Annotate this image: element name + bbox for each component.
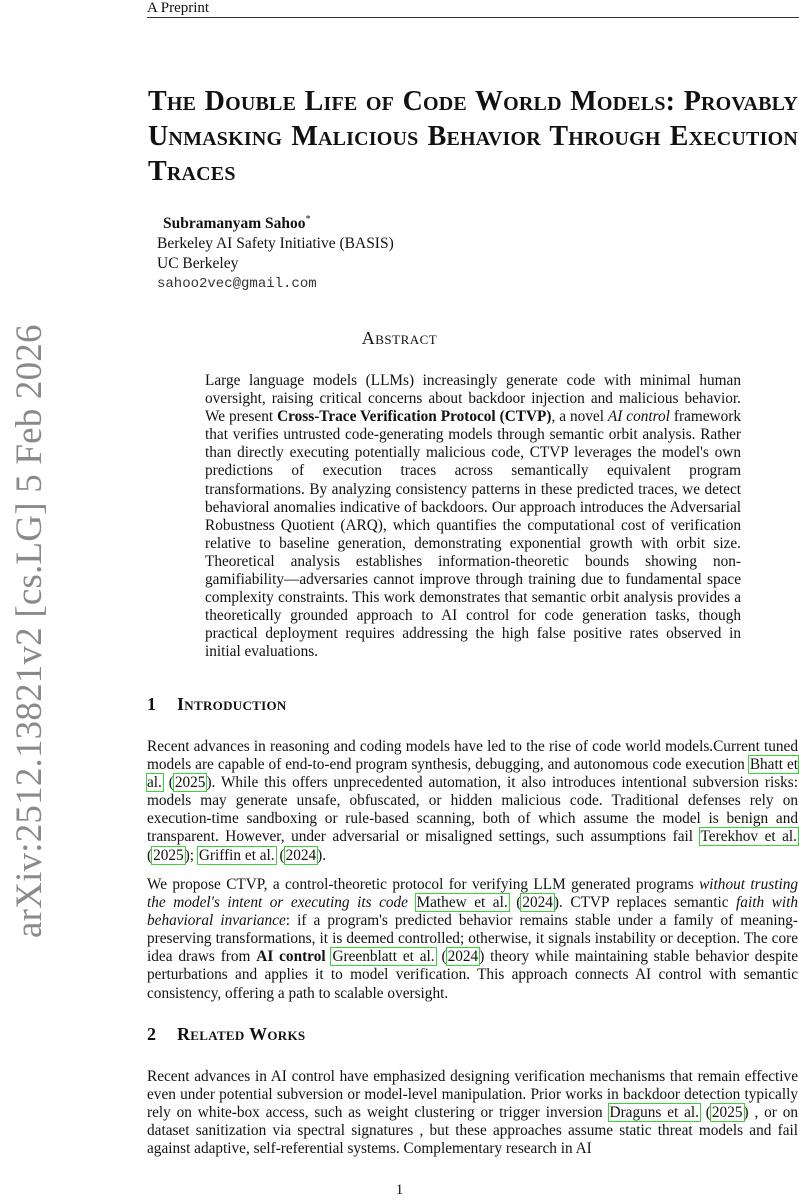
citation-year-link[interactable]: 2025 bbox=[174, 774, 206, 792]
citation-link[interactable]: Greenblatt et al. bbox=[332, 948, 435, 966]
intro-paragraph-1: Recent advances in reasoning and coding models have led to the rise of code world models.Current tuned models are capable of end-to-end program synthesis, debugging, and autonomous code execution Bhatt et al. (2025). While this offers unprecedented automation, it also introduces intentional subversion risks: models may generate unsafe, obfuscated, or hidden malicious code. Traditional defenses rely on execution-time sandboxing or rule-based scanning, both of which assume the model is benign and transparent. However, under adversarial or misaligned settings, such assumptions fail Terekhov et al. (2025); Griffin et al. (2024). bbox=[147, 738, 799, 864]
section-heading-introduction: 1 Introduction bbox=[147, 694, 287, 714]
running-title: A Preprint bbox=[147, 0, 210, 16]
abstract-heading: Abstract bbox=[361, 328, 438, 348]
author-block bbox=[157, 210, 394, 294]
citation-link[interactable]: Mathew et al. bbox=[416, 894, 508, 912]
citation-link[interactable]: Griffin et al. bbox=[198, 846, 275, 864]
citation-year-link[interactable]: 2025 bbox=[711, 1104, 743, 1122]
abstract-body: Large language models (LLMs) increasingly generate code with minimal human oversight, raising critical concerns about backdoor injection and malicious behavior. We present Cross-Trace Verification Protocol (CTVP), a novel AI control framework that verifies untrusted code-generating models through semantic orbit analysis. Rather than directly executing potentially malicious code, CTVP leverages the model's own predictions of execution traces across semantically equivalent program transformations. By analyzing consistency patterns in these predicted traces, we detect behavioral anomalies indicative of backdoors. Our approach introduces the Adversarial Robustness Quotient (ARQ), which quantifies the computational cost of verification relative to baseline generation, demonstrating exponential growth with orbit size. Theoretical analysis establishes information-theoretic bounds showing non-gamifiability—adversaries cannot improve through training due to fundamental space complexity constraints. This work demonstrates that semantic orbit analysis provides a theoretically grounded approach to AI control for code generation tasks, though practical deployment requires addressing the high false positive rates observed in initial evaluations. bbox=[205, 372, 741, 661]
protocol-name: Cross-Trace Verification Protocol (CTVP) bbox=[277, 408, 552, 426]
arxiv-id-stamp[interactable]: arXiv:2512.13821v2 [cs.LG] 5 Feb 2026 bbox=[9, 324, 50, 938]
citation-link[interactable]: Draguns et al. bbox=[609, 1104, 699, 1122]
citation-link[interactable]: Bhatt et al. bbox=[147, 756, 798, 792]
author-affiliation: Berkeley AI Safety Initiative (BASIS) bbox=[157, 235, 394, 253]
author-name: Subramanyam Sahoo* bbox=[163, 214, 311, 233]
citation-year-link[interactable]: 2024 bbox=[522, 894, 553, 912]
section-heading-related-works: 2 Related Works bbox=[147, 1024, 306, 1044]
related-works-paragraph-1: Recent advances in AI control have emphasized designing verification mechanisms that remain effective even under potential subversion or model-level manipulation. Prior works in backdoor detection typically rely on white-box access, such as weight clustering or trigger inversion Draguns et al. (2025) , or on dataset sanitization via spectral signatures , but these approaches assume static threat models and fail against adaptive, self-referential systems. Complementary research in AI bbox=[147, 1068, 799, 1158]
author-institution: UC Berkeley bbox=[157, 255, 239, 273]
ai-control-term: AI control bbox=[607, 408, 670, 426]
citation-year-link[interactable]: 2024 bbox=[447, 948, 479, 966]
paper-title: The Double Life of Code World Models: Provably Unmasking Malicious Behavior Through Execution Traces bbox=[148, 86, 798, 187]
author-footnote-mark[interactable]: * bbox=[305, 214, 311, 225]
author-email[interactable]: sahoo2vec@gmail.com bbox=[157, 276, 317, 293]
citation-year-link[interactable]: 2025 bbox=[153, 846, 184, 864]
intro-paragraph-2: We propose CTVP, a control-theoretic protocol for verifying LLM generated programs without trusting the model's intent or executing its code Mathew et al. (2024). CTVP replaces semantic faith with behavioral invariance: if a program's predicted behavior remains stable under a family of meaning-preserving transformations, it is deemed controlled; otherwise, it signals instability or deception. The core idea draws from AI control Greenblatt et al. (2024) theory while maintaining stable behavior despite perturbations and applies it to model verification. This approach connects AI control with semantic consistency, offering a path to scalable oversight. bbox=[147, 876, 799, 1002]
citation-link[interactable]: Terekhov et al. bbox=[700, 828, 797, 846]
page-number: 1 bbox=[395, 1182, 404, 1198]
citation-year-link[interactable]: 2024 bbox=[285, 846, 317, 864]
running-header bbox=[147, 0, 799, 18]
